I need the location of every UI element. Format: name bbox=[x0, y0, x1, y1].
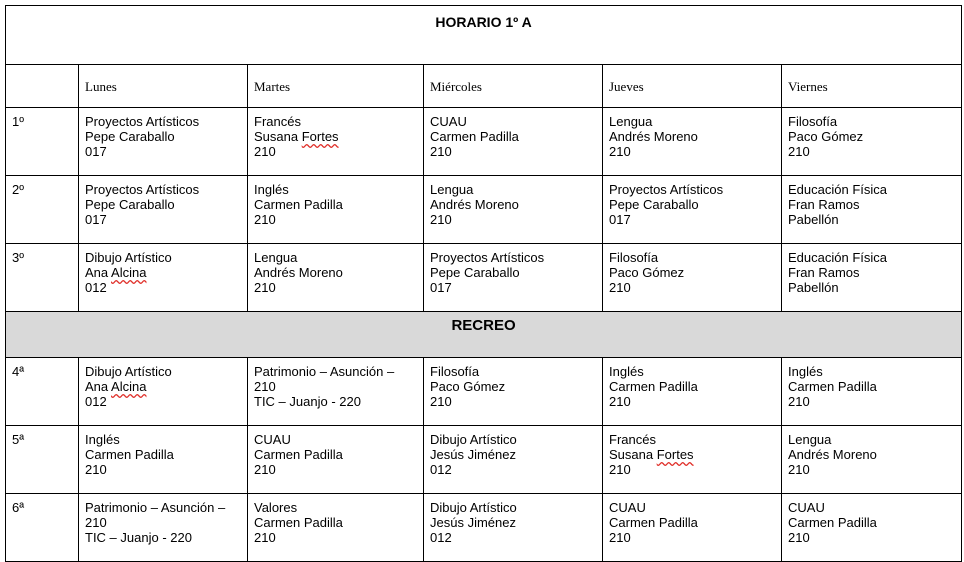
class-line: 210 bbox=[85, 462, 107, 477]
class-cell bbox=[424, 108, 603, 176]
class-cell bbox=[424, 358, 603, 426]
schedule-table bbox=[5, 5, 962, 562]
class-line: Andrés Moreno bbox=[254, 265, 343, 280]
class-cell bbox=[79, 108, 248, 176]
class-line: Proyectos Artísticos bbox=[430, 250, 545, 265]
class-line: Carmen Padilla bbox=[254, 197, 343, 212]
schedule-title: HORARIO 1º A bbox=[6, 6, 962, 65]
class-line: 210 bbox=[788, 394, 810, 409]
class-line: 210 bbox=[254, 462, 276, 477]
class-line: 210 bbox=[85, 515, 107, 530]
class-cell bbox=[248, 426, 424, 494]
class-line: Filosofía bbox=[609, 250, 659, 265]
class-line: Proyectos Artísticos bbox=[609, 182, 724, 197]
class-line: 210 bbox=[609, 394, 631, 409]
class-cell bbox=[782, 176, 962, 244]
class-line: Inglés bbox=[254, 182, 289, 197]
class-line bbox=[609, 447, 775, 462]
class-line: Fran Ramos bbox=[788, 265, 860, 280]
class-line: 210 bbox=[609, 280, 631, 295]
class-line: Inglés bbox=[85, 432, 120, 447]
class-line: Proyectos Artísticos bbox=[85, 182, 200, 197]
class-cell bbox=[79, 494, 248, 562]
class-line: Proyectos Artísticos bbox=[85, 114, 200, 129]
class-cell bbox=[79, 244, 248, 312]
class-line: Patrimonio – Asunción – bbox=[85, 500, 226, 515]
class-line: Filosofía bbox=[788, 114, 838, 129]
period-label: 5ª bbox=[6, 426, 79, 494]
class-line: 012 bbox=[430, 530, 452, 545]
class-line: 017 bbox=[609, 212, 631, 227]
class-line: Filosofía bbox=[430, 364, 480, 379]
class-cell bbox=[79, 176, 248, 244]
class-cell bbox=[782, 426, 962, 494]
class-cell bbox=[424, 176, 603, 244]
period-row bbox=[6, 358, 962, 426]
class-line: Carmen Padilla bbox=[788, 379, 877, 394]
class-line: Lengua bbox=[254, 250, 298, 265]
class-line: 210 bbox=[788, 462, 810, 477]
class-line: CUAU bbox=[788, 500, 825, 515]
break-label: RECREO bbox=[6, 312, 962, 358]
class-line: Andrés Moreno bbox=[609, 129, 698, 144]
class-line: Carmen Padilla bbox=[85, 447, 174, 462]
class-line bbox=[85, 265, 241, 280]
corner-cell bbox=[6, 65, 79, 108]
class-line: 210 bbox=[788, 144, 810, 159]
class-line: TIC – Juanjo - 220 bbox=[254, 394, 361, 409]
teacher-first-name: Susana bbox=[254, 129, 302, 144]
period-row bbox=[6, 494, 962, 562]
class-cell bbox=[248, 176, 424, 244]
class-line: 210 bbox=[609, 462, 631, 477]
class-line: Dibujo Artístico bbox=[430, 432, 517, 447]
class-cell bbox=[79, 358, 248, 426]
class-cell bbox=[79, 426, 248, 494]
class-line: 012 bbox=[430, 462, 452, 477]
class-line: Pepe Caraballo bbox=[85, 197, 175, 212]
class-line: Lengua bbox=[430, 182, 474, 197]
class-line: 210 bbox=[430, 212, 452, 227]
class-line: Inglés bbox=[609, 364, 644, 379]
class-cell bbox=[603, 176, 782, 244]
teacher-surname: Fortes bbox=[301, 129, 339, 144]
class-line: Carmen Padilla bbox=[430, 129, 519, 144]
class-line: Andrés Moreno bbox=[430, 197, 519, 212]
class-line: Lengua bbox=[788, 432, 832, 447]
class-cell bbox=[782, 244, 962, 312]
class-line: CUAU bbox=[430, 114, 467, 129]
class-line: 210 bbox=[609, 144, 631, 159]
day-header: Jueves bbox=[603, 65, 782, 108]
class-line: 210 bbox=[609, 530, 631, 545]
class-line: Andrés Moreno bbox=[788, 447, 877, 462]
teacher-surname: Fortes bbox=[656, 447, 694, 462]
class-cell bbox=[248, 358, 424, 426]
class-line: Pepe Caraballo bbox=[430, 265, 520, 280]
class-cell bbox=[782, 494, 962, 562]
class-line: 210 bbox=[788, 530, 810, 545]
class-line: Fran Ramos bbox=[788, 197, 860, 212]
class-cell bbox=[603, 358, 782, 426]
class-line: 210 bbox=[254, 212, 276, 227]
class-line: Francés bbox=[609, 432, 656, 447]
class-line: 210 bbox=[430, 144, 452, 159]
class-line bbox=[254, 129, 417, 144]
class-cell bbox=[603, 494, 782, 562]
class-line: Educación Física bbox=[788, 182, 887, 197]
class-cell bbox=[782, 358, 962, 426]
period-row bbox=[6, 108, 962, 176]
class-line: 012 bbox=[85, 394, 107, 409]
day-header: Martes bbox=[248, 65, 424, 108]
break-row bbox=[6, 312, 962, 358]
class-line: Educación Física bbox=[788, 250, 887, 265]
class-line: 017 bbox=[85, 212, 107, 227]
class-cell bbox=[603, 244, 782, 312]
class-line: Carmen Padilla bbox=[254, 515, 343, 530]
class-line: Pabellón bbox=[788, 280, 839, 295]
class-line: 210 bbox=[430, 394, 452, 409]
class-cell bbox=[424, 244, 603, 312]
title-row bbox=[6, 6, 962, 65]
class-line: Pepe Caraballo bbox=[85, 129, 175, 144]
class-line: Paco Gómez bbox=[788, 129, 864, 144]
class-cell bbox=[782, 108, 962, 176]
class-line: 012 bbox=[85, 280, 107, 295]
class-cell bbox=[603, 426, 782, 494]
class-line: Patrimonio – Asunción – bbox=[254, 364, 395, 379]
class-line: 210 bbox=[254, 530, 276, 545]
class-line: Francés bbox=[254, 114, 301, 129]
period-row bbox=[6, 244, 962, 312]
class-cell bbox=[603, 108, 782, 176]
teacher-first-name: Susana bbox=[609, 447, 657, 462]
class-cell bbox=[248, 108, 424, 176]
class-line: Carmen Padilla bbox=[609, 515, 698, 530]
period-row bbox=[6, 426, 962, 494]
class-line: Paco Gómez bbox=[430, 379, 506, 394]
period-label: 4ª bbox=[6, 358, 79, 426]
class-line: Carmen Padilla bbox=[609, 379, 698, 394]
class-cell bbox=[248, 494, 424, 562]
class-line: Jesús Jiménez bbox=[430, 447, 516, 462]
period-label: 1º bbox=[6, 108, 79, 176]
class-line: 210 bbox=[254, 144, 276, 159]
class-line: Pepe Caraballo bbox=[609, 197, 699, 212]
class-line: Pabellón bbox=[788, 212, 839, 227]
class-line: Inglés bbox=[788, 364, 823, 379]
class-line: Carmen Padilla bbox=[254, 447, 343, 462]
period-row bbox=[6, 176, 962, 244]
class-line: Carmen Padilla bbox=[788, 515, 877, 530]
class-line: 017 bbox=[85, 144, 107, 159]
class-line: TIC – Juanjo - 220 bbox=[85, 530, 192, 545]
day-header: Miércoles bbox=[424, 65, 603, 108]
day-header: Viernes bbox=[782, 65, 962, 108]
class-line: Paco Gómez bbox=[609, 265, 685, 280]
teacher-first-name: Ana bbox=[85, 265, 112, 280]
period-label: 3º bbox=[6, 244, 79, 312]
class-line bbox=[85, 379, 241, 394]
class-line: 210 bbox=[254, 280, 276, 295]
class-cell bbox=[424, 426, 603, 494]
period-label: 2º bbox=[6, 176, 79, 244]
teacher-surname: Alcina bbox=[111, 265, 147, 280]
class-line: Dibujo Artístico bbox=[85, 364, 172, 379]
class-line: Jesús Jiménez bbox=[430, 515, 516, 530]
day-header: Lunes bbox=[79, 65, 248, 108]
period-label: 6ª bbox=[6, 494, 79, 562]
class-line: Lengua bbox=[609, 114, 653, 129]
teacher-surname: Alcina bbox=[111, 379, 147, 394]
class-line: 017 bbox=[430, 280, 452, 295]
teacher-first-name: Ana bbox=[85, 379, 112, 394]
class-line: Dibujo Artístico bbox=[85, 250, 172, 265]
days-header-row bbox=[6, 65, 962, 108]
class-line: 210 bbox=[254, 379, 276, 394]
class-line: CUAU bbox=[254, 432, 291, 447]
class-cell bbox=[248, 244, 424, 312]
class-line: Dibujo Artístico bbox=[430, 500, 517, 515]
class-cell bbox=[424, 494, 603, 562]
class-line: Valores bbox=[254, 500, 298, 515]
class-line: CUAU bbox=[609, 500, 646, 515]
